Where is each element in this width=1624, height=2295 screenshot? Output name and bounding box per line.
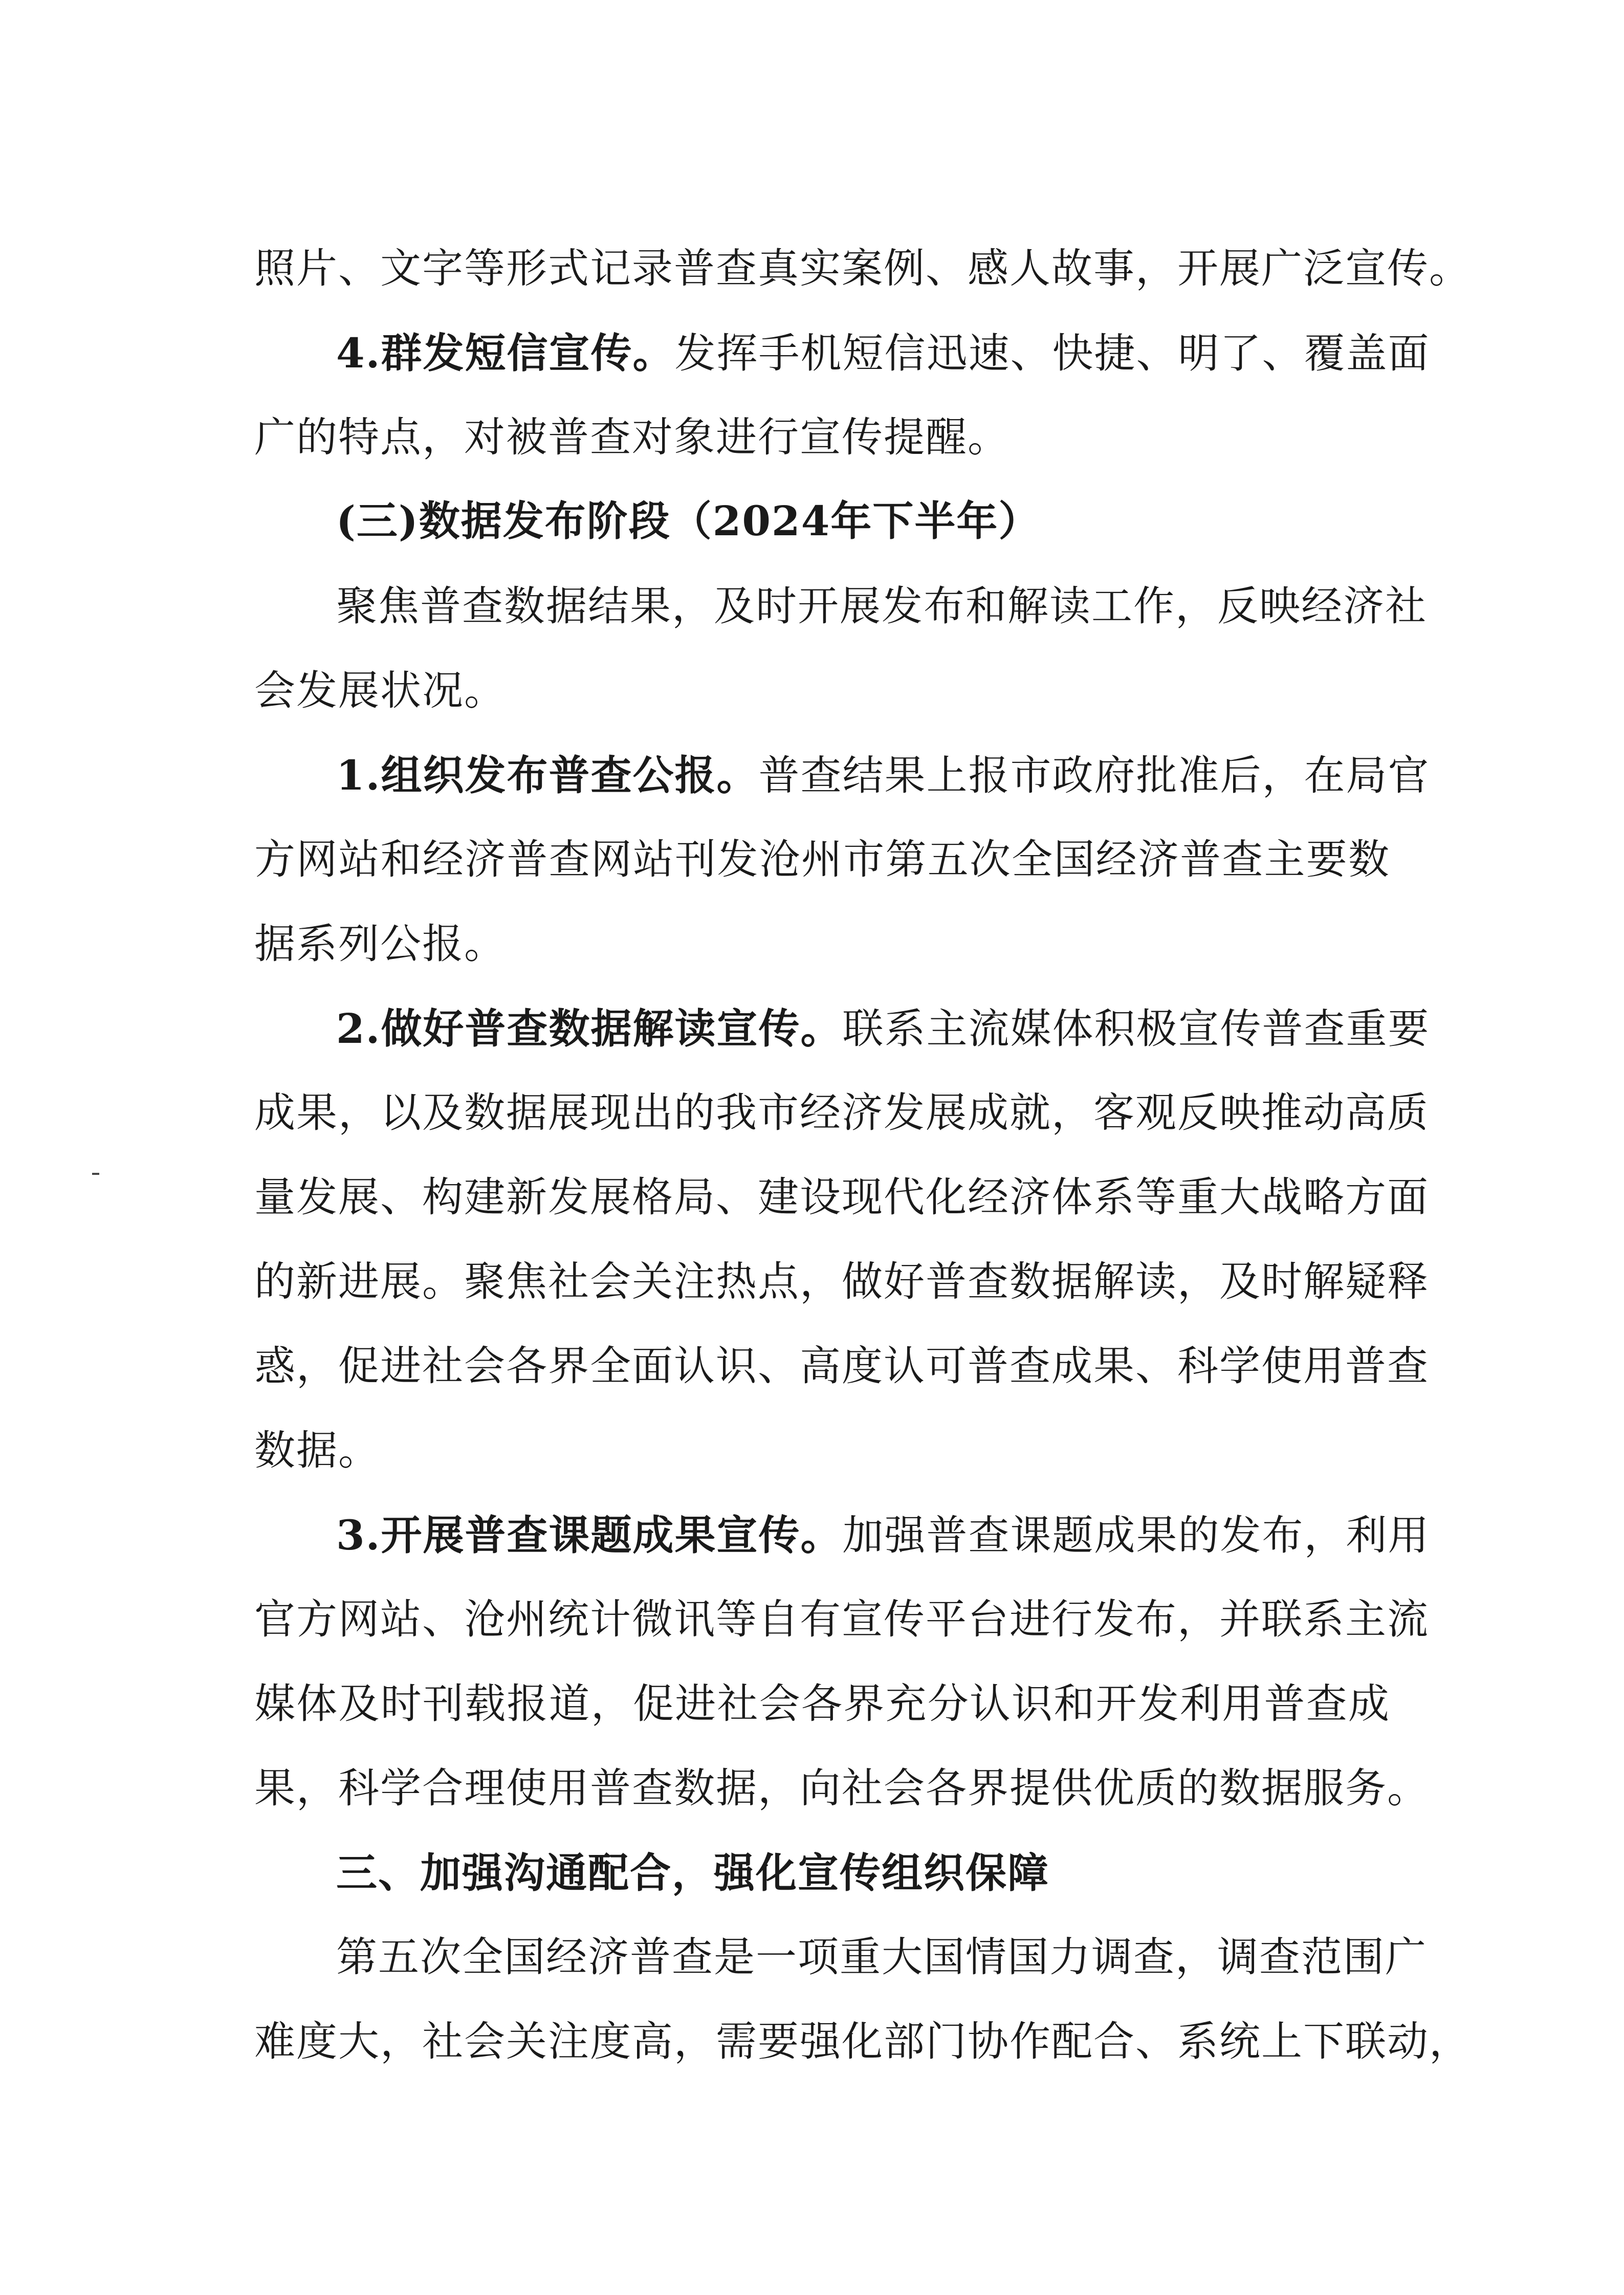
item-2-text: 联系主流媒体积极宣传普查重要 bbox=[842, 1005, 1430, 1053]
item-3-heading: 3.开展普查课题成果宣传。 bbox=[336, 1511, 843, 1559]
paragraph-line: 官方网站、沧州统计微讯等自有宣传平台进行发布，并联系主流 bbox=[254, 1595, 1429, 1643]
paragraph-line: 惑，促进社会各界全面认识、高度认可普查成果、科学使用普查 bbox=[254, 1342, 1429, 1390]
paragraph-line: 数据。 bbox=[254, 1427, 380, 1474]
paragraph-line: 据系列公报。 bbox=[254, 920, 506, 968]
scan-speck bbox=[92, 1173, 99, 1175]
paragraph-line: 难度大，社会关注度高，需要强化部门协作配合、系统上下联动， bbox=[254, 2018, 1471, 2065]
item-3-text: 加强普查课题成果的发布，利用 bbox=[842, 1512, 1430, 1559]
paragraph-line: 成果，以及数据展现出的我市经济发展成就，客观反映推动高质 bbox=[254, 1089, 1429, 1136]
paragraph-line: 的新进展。聚焦社会关注热点，做好普查数据解读，及时解疑释 bbox=[254, 1258, 1429, 1305]
paragraph-line: 第五次全国经济普查是一项重大国情国力调查，调查范围广 bbox=[336, 1933, 1427, 1981]
item-4-text: 发挥手机短信迅速、快捷、明了、覆盖面 bbox=[674, 330, 1430, 377]
paragraph-line: 量发展、构建新发展格局、建设现代化经济体系等重大战略方面 bbox=[254, 1173, 1429, 1221]
item-4-first-line bbox=[336, 327, 1430, 379]
item-2-heading: 2.做好普查数据解读宣传。 bbox=[336, 1004, 843, 1053]
paragraph-line: 会发展状况。 bbox=[254, 667, 506, 714]
section-heading-data-release: (三)数据发布阶段（2024年下半年） bbox=[336, 497, 1041, 545]
paragraph-line: 照片、文字等形式记录普查真实案例、感人故事，开展广泛宣传。 bbox=[254, 245, 1471, 292]
paragraph-line: 聚焦普查数据结果，及时开展发布和解读工作，反映经济社 bbox=[336, 582, 1427, 630]
paragraph-line: 方网站和经济普查网站刊发沧州市第五次全国经济普查主要数 bbox=[254, 836, 1390, 883]
item-1-first-line bbox=[336, 750, 1430, 801]
paragraph-line: 媒体及时刊载报道，促进社会各界充分认识和开发利用普查成 bbox=[254, 1680, 1390, 1728]
paragraph-line: 广的特点，对被普查对象进行宣传提醒。 bbox=[254, 413, 1009, 461]
section-heading-coordination: 三、加强沟通配合，强化宣传组织保障 bbox=[336, 1849, 1049, 1897]
item-3-first-line bbox=[336, 1510, 1430, 1561]
item-1-heading: 1.组织发布普查公报。 bbox=[336, 751, 759, 799]
item-2-first-line bbox=[336, 1003, 1430, 1054]
item-1-text: 普查结果上报市政府批准后，在局官 bbox=[758, 752, 1430, 799]
paragraph-line: 果，科学合理使用普查数据，向社会各界提供优质的数据服务。 bbox=[254, 1764, 1429, 1812]
item-4-heading: 4.群发短信宣传。 bbox=[336, 329, 675, 377]
